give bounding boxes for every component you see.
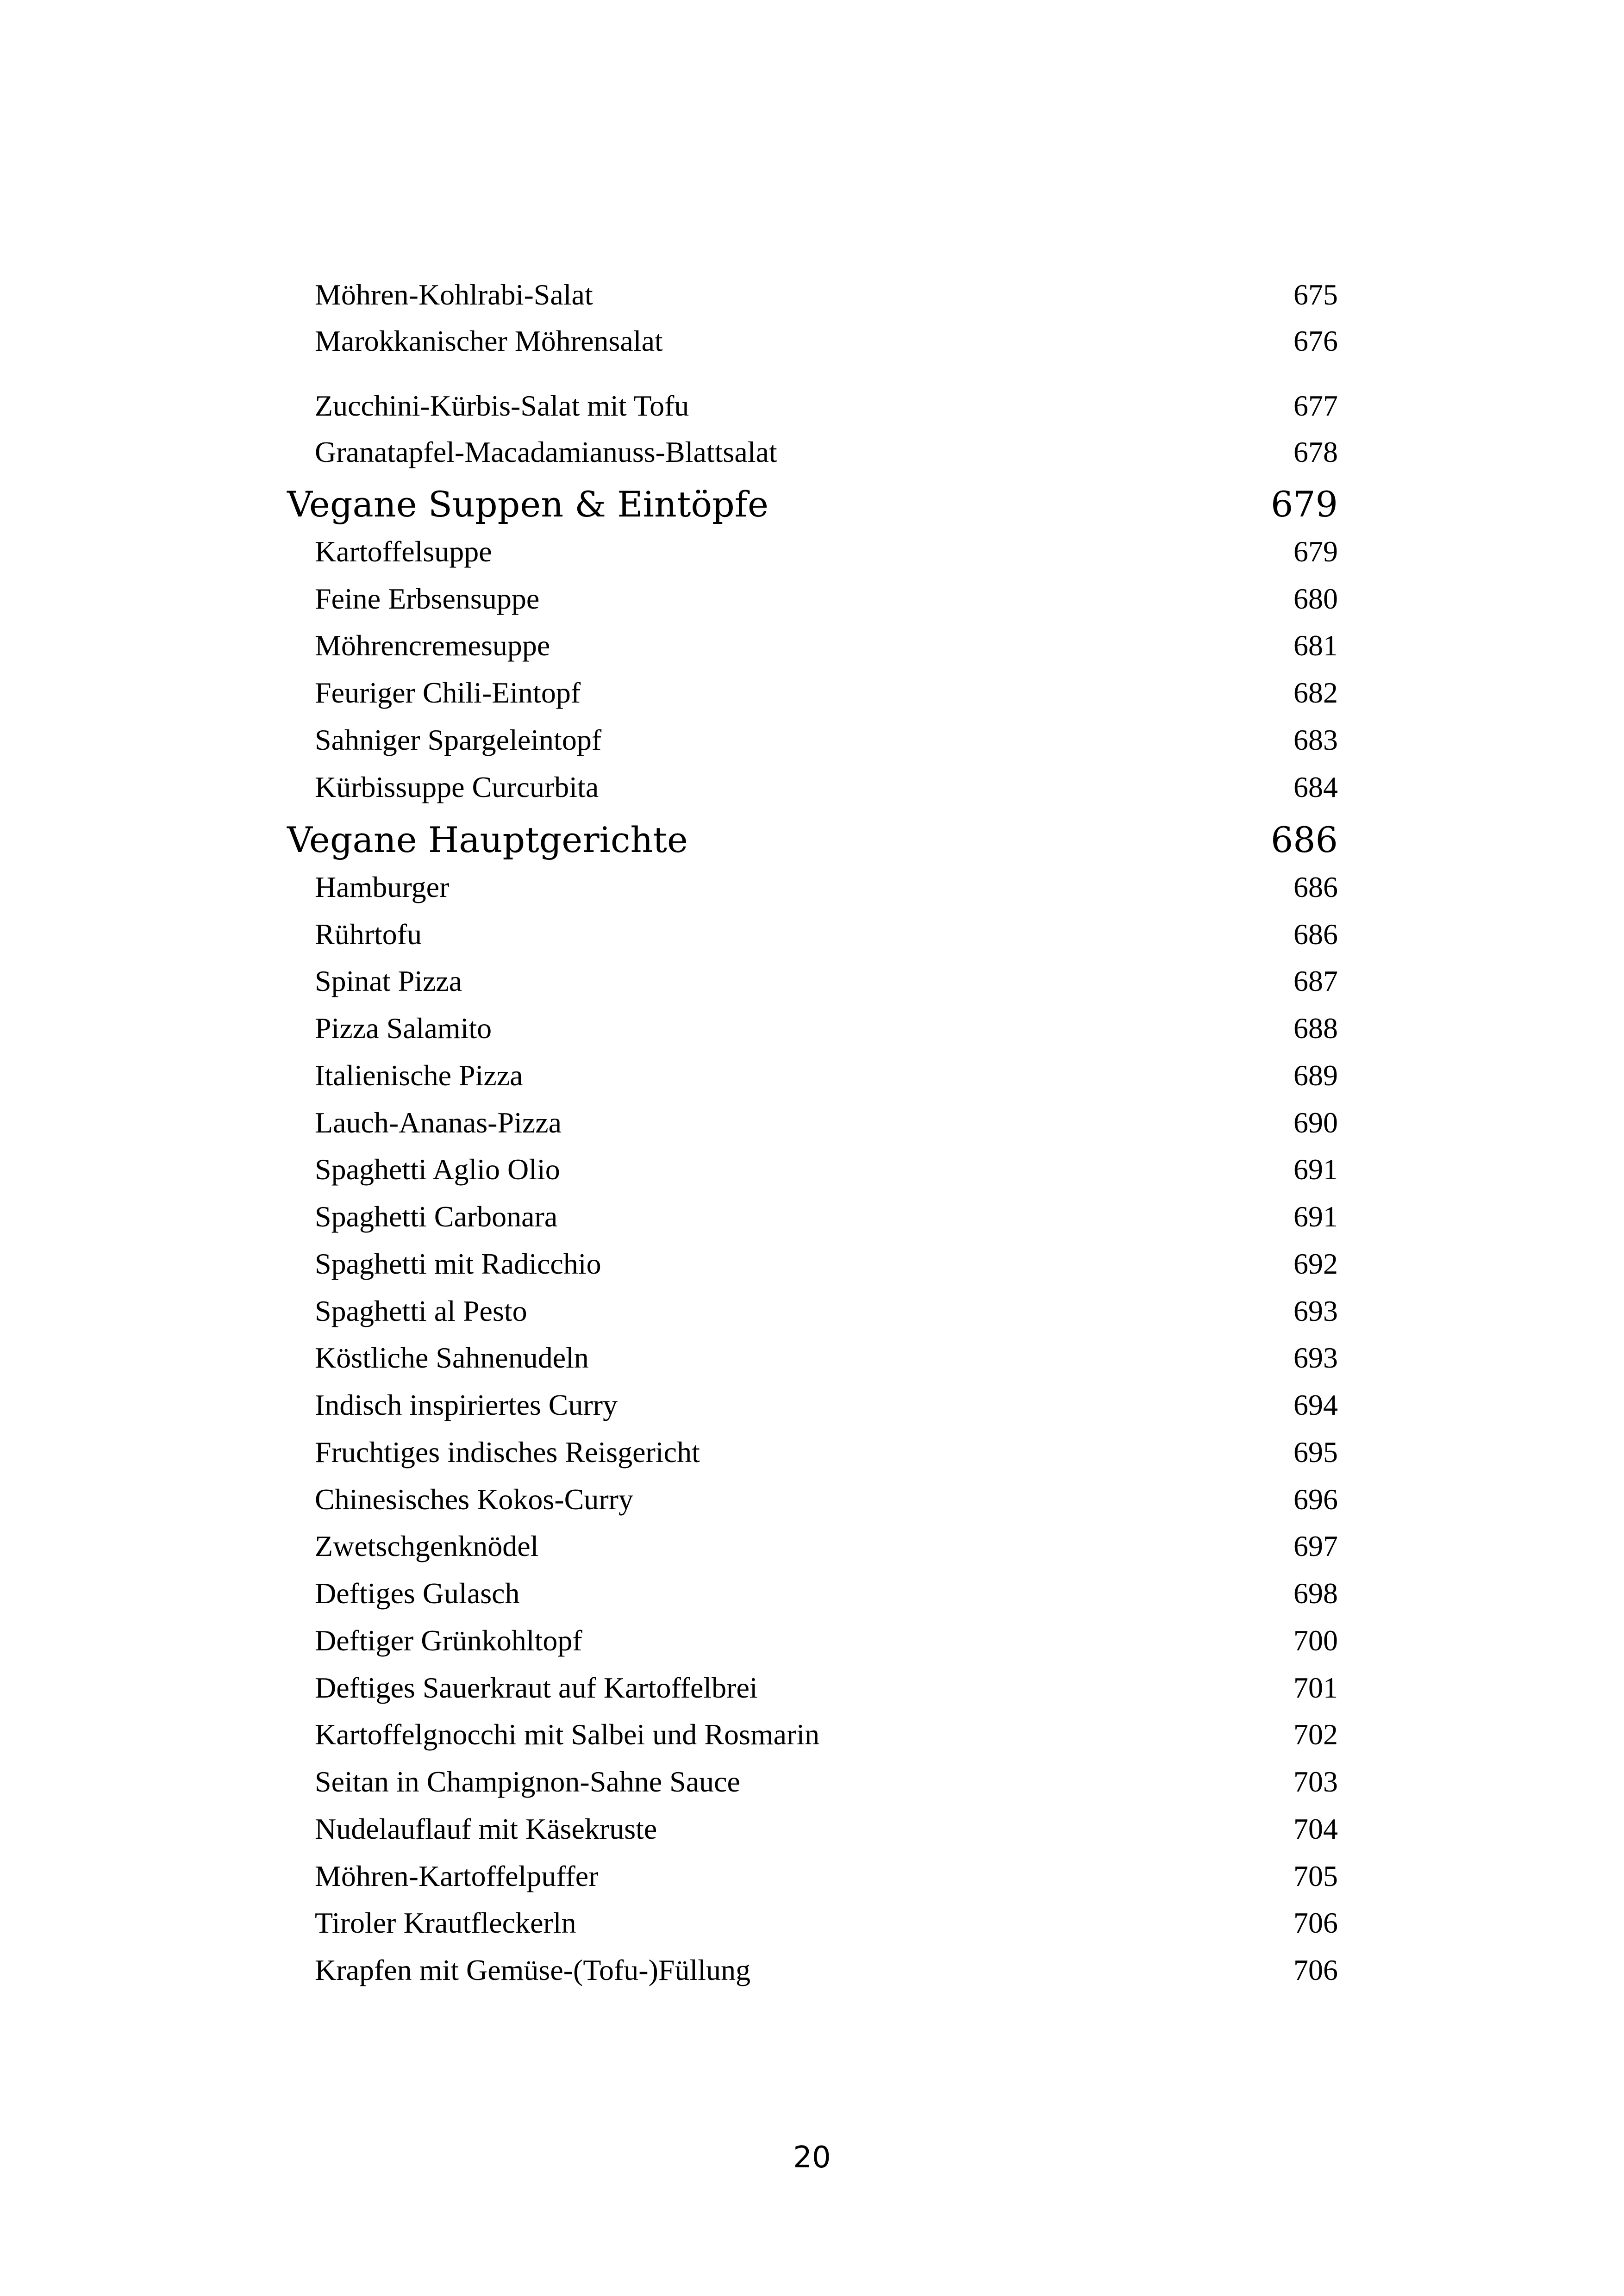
entry-title: Feine Erbsensuppe — [315, 582, 540, 615]
page-reference: 693 — [1293, 1294, 1338, 1327]
entry-title: Tiroler Krautfleckerln — [315, 1906, 576, 1939]
page-reference: 696 — [1293, 1483, 1338, 1516]
entry-title: Marokkanischer Möhrensalat — [315, 324, 663, 357]
entry-title: Spaghetti Carbonara — [315, 1200, 558, 1233]
page-reference: 683 — [1293, 723, 1338, 756]
page-reference: 688 — [1293, 1012, 1338, 1045]
entry-title: Spaghetti al Pesto — [315, 1294, 527, 1327]
page-reference: 682 — [1293, 676, 1338, 709]
entry-title: Feuriger Chili-Eintopf — [315, 676, 581, 709]
page-reference: 689 — [1293, 1059, 1338, 1092]
page-reference: 695 — [1293, 1436, 1338, 1468]
entry-title: Köstliche Sahnenudeln — [315, 1341, 589, 1374]
section-title: Vegane Hauptgerichte — [287, 819, 688, 860]
entry-title: Pizza Salamito — [315, 1012, 492, 1045]
entry-title: Krapfen mit Gemüse-(Tofu-)Füllung — [315, 1954, 751, 1986]
entry-title: Hamburger — [315, 871, 450, 903]
page-reference: 705 — [1293, 1860, 1338, 1892]
page-reference: 686 — [1270, 819, 1338, 860]
entry-title: Kartoffelsuppe — [315, 535, 492, 568]
entry-title: Kartoffelgnocchi mit Salbei und Rosmarin — [315, 1718, 820, 1751]
entry-title: Möhrencremesuppe — [315, 629, 550, 662]
page-reference: 676 — [1293, 324, 1338, 357]
entry-title: Zwetschgenknödel — [315, 1530, 539, 1562]
entry-title: Fruchtiges indisches Reisgericht — [315, 1436, 700, 1468]
entry-title: Italienische Pizza — [315, 1059, 523, 1092]
page-reference: 700 — [1293, 1624, 1338, 1657]
entry-title: Spaghetti mit Radicchio — [315, 1247, 601, 1280]
page-reference: 684 — [1293, 771, 1338, 803]
entry-title: Nudelauflauf mit Käsekruste — [315, 1812, 657, 1845]
page-reference: 693 — [1293, 1341, 1338, 1374]
entry-title: Seitan in Champignon-Sahne Sauce — [315, 1765, 740, 1798]
page-reference: 686 — [1293, 871, 1338, 903]
entry-title: Sahniger Spargeleintopf — [315, 723, 602, 756]
entry-title: Zucchini-Kürbis-Salat mit Tofu — [315, 389, 689, 422]
entry-title: Spaghetti Aglio Olio — [315, 1153, 560, 1186]
page-number: 20 — [793, 2140, 831, 2175]
entry-title: Deftiger Grünkohltopf — [315, 1624, 582, 1657]
entry-title: Spinat Pizza — [315, 964, 462, 997]
page-reference: 686 — [1293, 918, 1338, 951]
page-reference: 687 — [1293, 964, 1338, 997]
entry-title: Deftiges Sauerkraut auf Kartoffelbrei — [315, 1671, 758, 1704]
page-reference: 679 — [1270, 484, 1338, 525]
entry-title: Möhren-Kohlrabi-Salat — [315, 278, 593, 311]
page-reference: 706 — [1293, 1906, 1338, 1939]
entry-title: Deftiges Gulasch — [315, 1577, 520, 1610]
entry-title: Indisch inspiriertes Curry — [315, 1388, 618, 1421]
page-reference: 702 — [1293, 1718, 1338, 1751]
page-reference: 691 — [1293, 1153, 1338, 1186]
entry-title: Lauch-Ananas-Pizza — [315, 1106, 562, 1139]
page-reference: 706 — [1293, 1954, 1338, 1986]
page-reference: 698 — [1293, 1577, 1338, 1610]
page-reference: 679 — [1293, 535, 1338, 568]
page-reference: 678 — [1293, 436, 1338, 468]
page-reference: 677 — [1293, 389, 1338, 422]
page-reference: 675 — [1293, 278, 1338, 311]
page-reference: 691 — [1293, 1200, 1338, 1233]
section-title: Vegane Suppen & Eintöpfe — [287, 484, 768, 525]
page-reference: 704 — [1293, 1812, 1338, 1845]
entry-title: Granatapfel-Macadamianuss-Blattsalat — [315, 436, 777, 468]
page-reference: 680 — [1293, 582, 1338, 615]
page-reference: 694 — [1293, 1388, 1338, 1421]
entry-title: Möhren-Kartoffelpuffer — [315, 1860, 599, 1892]
page-reference: 697 — [1293, 1530, 1338, 1562]
page-reference: 690 — [1293, 1106, 1338, 1139]
page-reference: 681 — [1293, 629, 1338, 662]
page-reference: 692 — [1293, 1247, 1338, 1280]
entry-title: Kürbissuppe Curcurbita — [315, 771, 599, 803]
page-reference: 701 — [1293, 1671, 1338, 1704]
entry-title: Rührtofu — [315, 918, 422, 951]
page-reference: 703 — [1293, 1765, 1338, 1798]
entry-title: Chinesisches Kokos-Curry — [315, 1483, 633, 1516]
